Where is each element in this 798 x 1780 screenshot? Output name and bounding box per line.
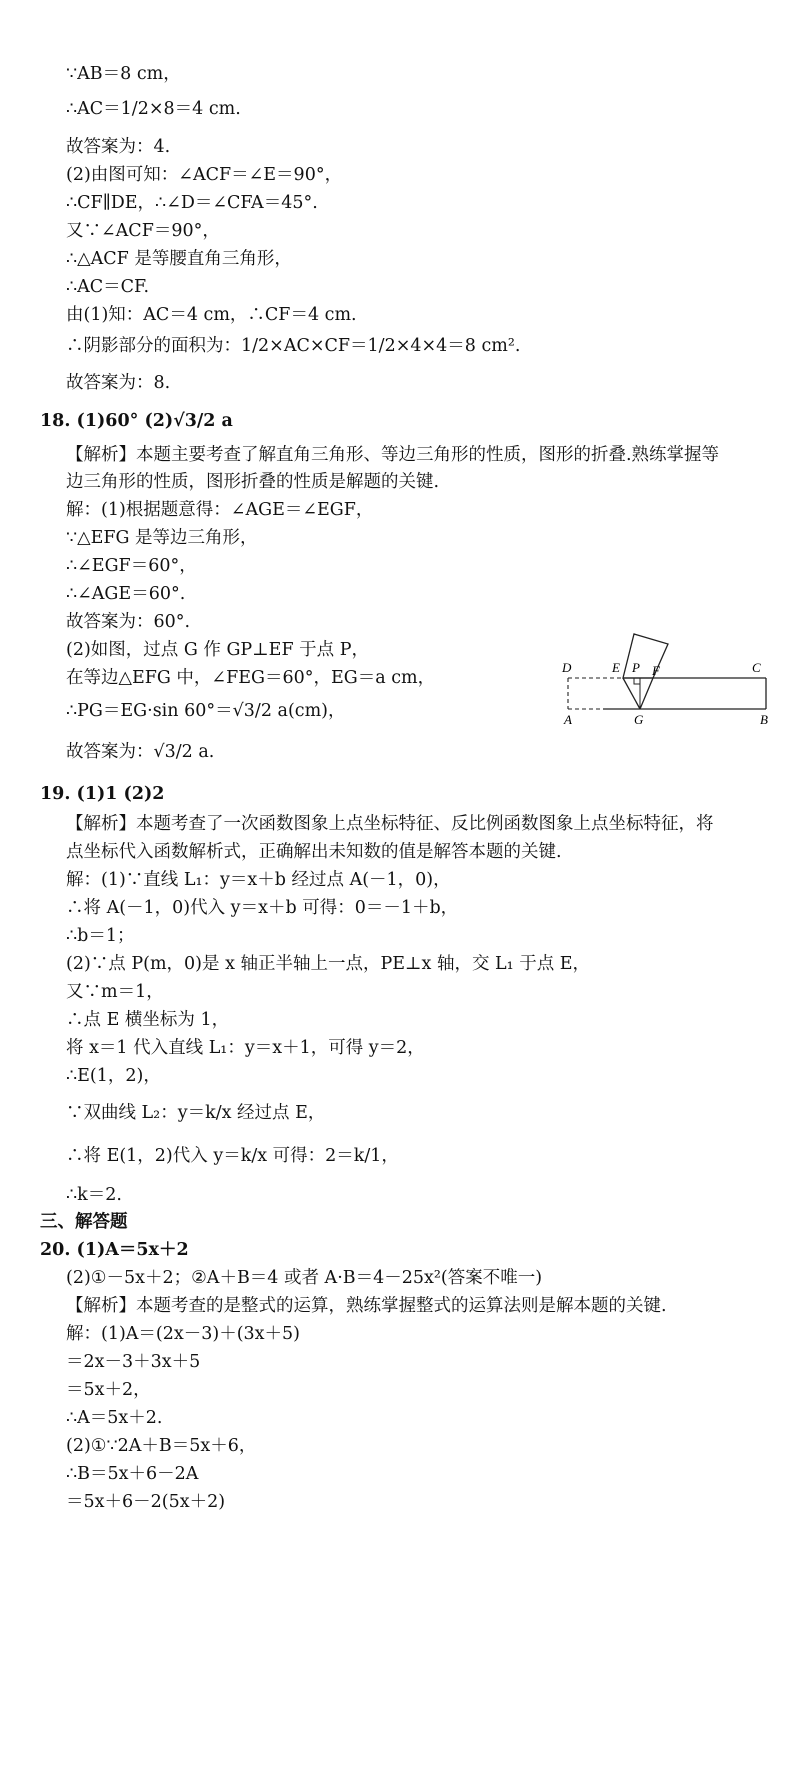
label-e: E [612, 660, 620, 675]
text-line: ∴△ACF 是等腰直角三角形， [66, 249, 292, 269]
analysis-text: 【解析】本题考查了一次函数图象上点坐标特征、反比例函数图象上点坐标特征，将 [66, 814, 714, 834]
text-line: 将 x＝1 代入直线 L₁：y＝x＋1，可得 y＝2， [66, 1038, 425, 1058]
label-b: B [760, 712, 768, 727]
text-line: 故答案为：√3/2 a. [66, 742, 215, 762]
analysis-text: 点坐标代入函数解析式，正确解出未知数的值是解答本题的关键. [66, 842, 562, 862]
text-line: 解：(1)∵直线 L₁：y＝x＋b 经过点 A(－1，0)， [66, 870, 451, 890]
text-line: ∴将 A(－1，0)代入 y＝x＋b 可得：0＝－1＋b， [66, 898, 459, 918]
text-line: ∴阴影部分的面积为：1/2×AC×CF＝1/2×4×4＝8 cm². [66, 336, 521, 356]
text-line: ∴CF∥DE，∴∠D＝∠CFA＝45°. [66, 193, 318, 213]
text-line: ∴∠EGF＝60°， [66, 556, 197, 576]
text-line: 解：(1)根据题意得：∠AGE＝∠EGF， [66, 500, 374, 520]
text-line: ∴A＝5x＋2. [66, 1408, 163, 1428]
text-line: (2)∵点 P(m，0)是 x 轴正半轴上一点，PE⊥x 轴，交 L₁ 于点 E， [66, 954, 591, 974]
text-line: 故答案为：60°. [66, 612, 191, 632]
text-line: ∴E(1，2)， [66, 1066, 161, 1086]
section-heading: 三、解答题 [40, 1212, 128, 1232]
text-line: ∴B＝5x＋6－2A [66, 1464, 199, 1484]
label-p: P [632, 660, 640, 675]
analysis-text: 边三角形的性质，图形折叠的性质是解题的关键. [66, 472, 440, 492]
text-line: (2)由图可知：∠ACF＝∠E＝90°， [66, 165, 343, 185]
folding-diagram [562, 626, 768, 727]
label-a: A [564, 712, 572, 727]
text-line: 故答案为：8. [66, 373, 171, 393]
question-19-answer: 19. (1)1 (2)2 [40, 784, 165, 804]
text-line: ＝2x－3＋3x＋5 [66, 1352, 201, 1372]
question-20-answer: 20. (1)A＝5x＋2 [40, 1240, 189, 1260]
text-line: 又∵∠ACF＝90°， [66, 221, 220, 241]
text-line: ∴AC＝CF. [66, 277, 150, 297]
text-line: ∵△EFG 是等边三角形， [66, 528, 258, 548]
text-line: ∴点 E 横坐标为 1， [66, 1010, 230, 1030]
text-line: ∴PG＝EG·sin 60°＝√3/2 a(cm)， [66, 701, 346, 721]
text-line: 解：(1)A＝(2x－3)＋(3x＋5) [66, 1324, 301, 1344]
text-line: ＝5x＋6－2(5x＋2) [66, 1492, 226, 1512]
text-line: ∵AB＝8 cm， [66, 64, 181, 84]
text-line: ＝5x＋2， [66, 1380, 151, 1400]
text-line: 在等边△EFG 中，∠FEG＝60°，EG＝a cm， [66, 668, 436, 688]
question-18-answer: 18. (1)60° (2)√3/2 a [40, 411, 233, 431]
text-line: ∴将 E(1，2)代入 y＝k/x 可得：2＝k/1， [66, 1146, 399, 1166]
text-line: ∵双曲线 L₂：y＝k/x 经过点 E， [66, 1103, 326, 1123]
text-line: ∴b＝1； [66, 926, 135, 946]
analysis-text: 【解析】本题考查的是整式的运算，熟练掌握整式的运算法则是解本题的关键. [66, 1296, 667, 1316]
text-line: ∴∠AGE＝60°. [66, 584, 186, 604]
text-line: (2)①∵2A＋B＝5x＋6， [66, 1436, 257, 1456]
label-d: D [562, 660, 572, 675]
label-g: G [634, 712, 644, 727]
text-line: 故答案为：4. [66, 137, 171, 157]
label-c: C [752, 660, 761, 675]
analysis-text: 【解析】本题主要考查了解直角三角形、等边三角形的性质，图形的折叠.熟练掌握等 [66, 445, 720, 465]
text-line: 由(1)知：AC＝4 cm，∴CF＝4 cm. [66, 305, 357, 325]
text-line: (2)如图，过点 G 作 GP⊥EF 于点 P， [66, 640, 369, 660]
text-line: ∴AC＝1/2×8＝4 cm. [66, 99, 241, 119]
label-f: F [652, 663, 660, 678]
text-line: 又∵m＝1， [66, 982, 164, 1002]
text-line: (2)①－5x＋2；②A＋B＝4 或者 A·B＝4－25x²(答案不唯一) [66, 1268, 543, 1288]
text-line: ∴k＝2. [66, 1185, 122, 1205]
